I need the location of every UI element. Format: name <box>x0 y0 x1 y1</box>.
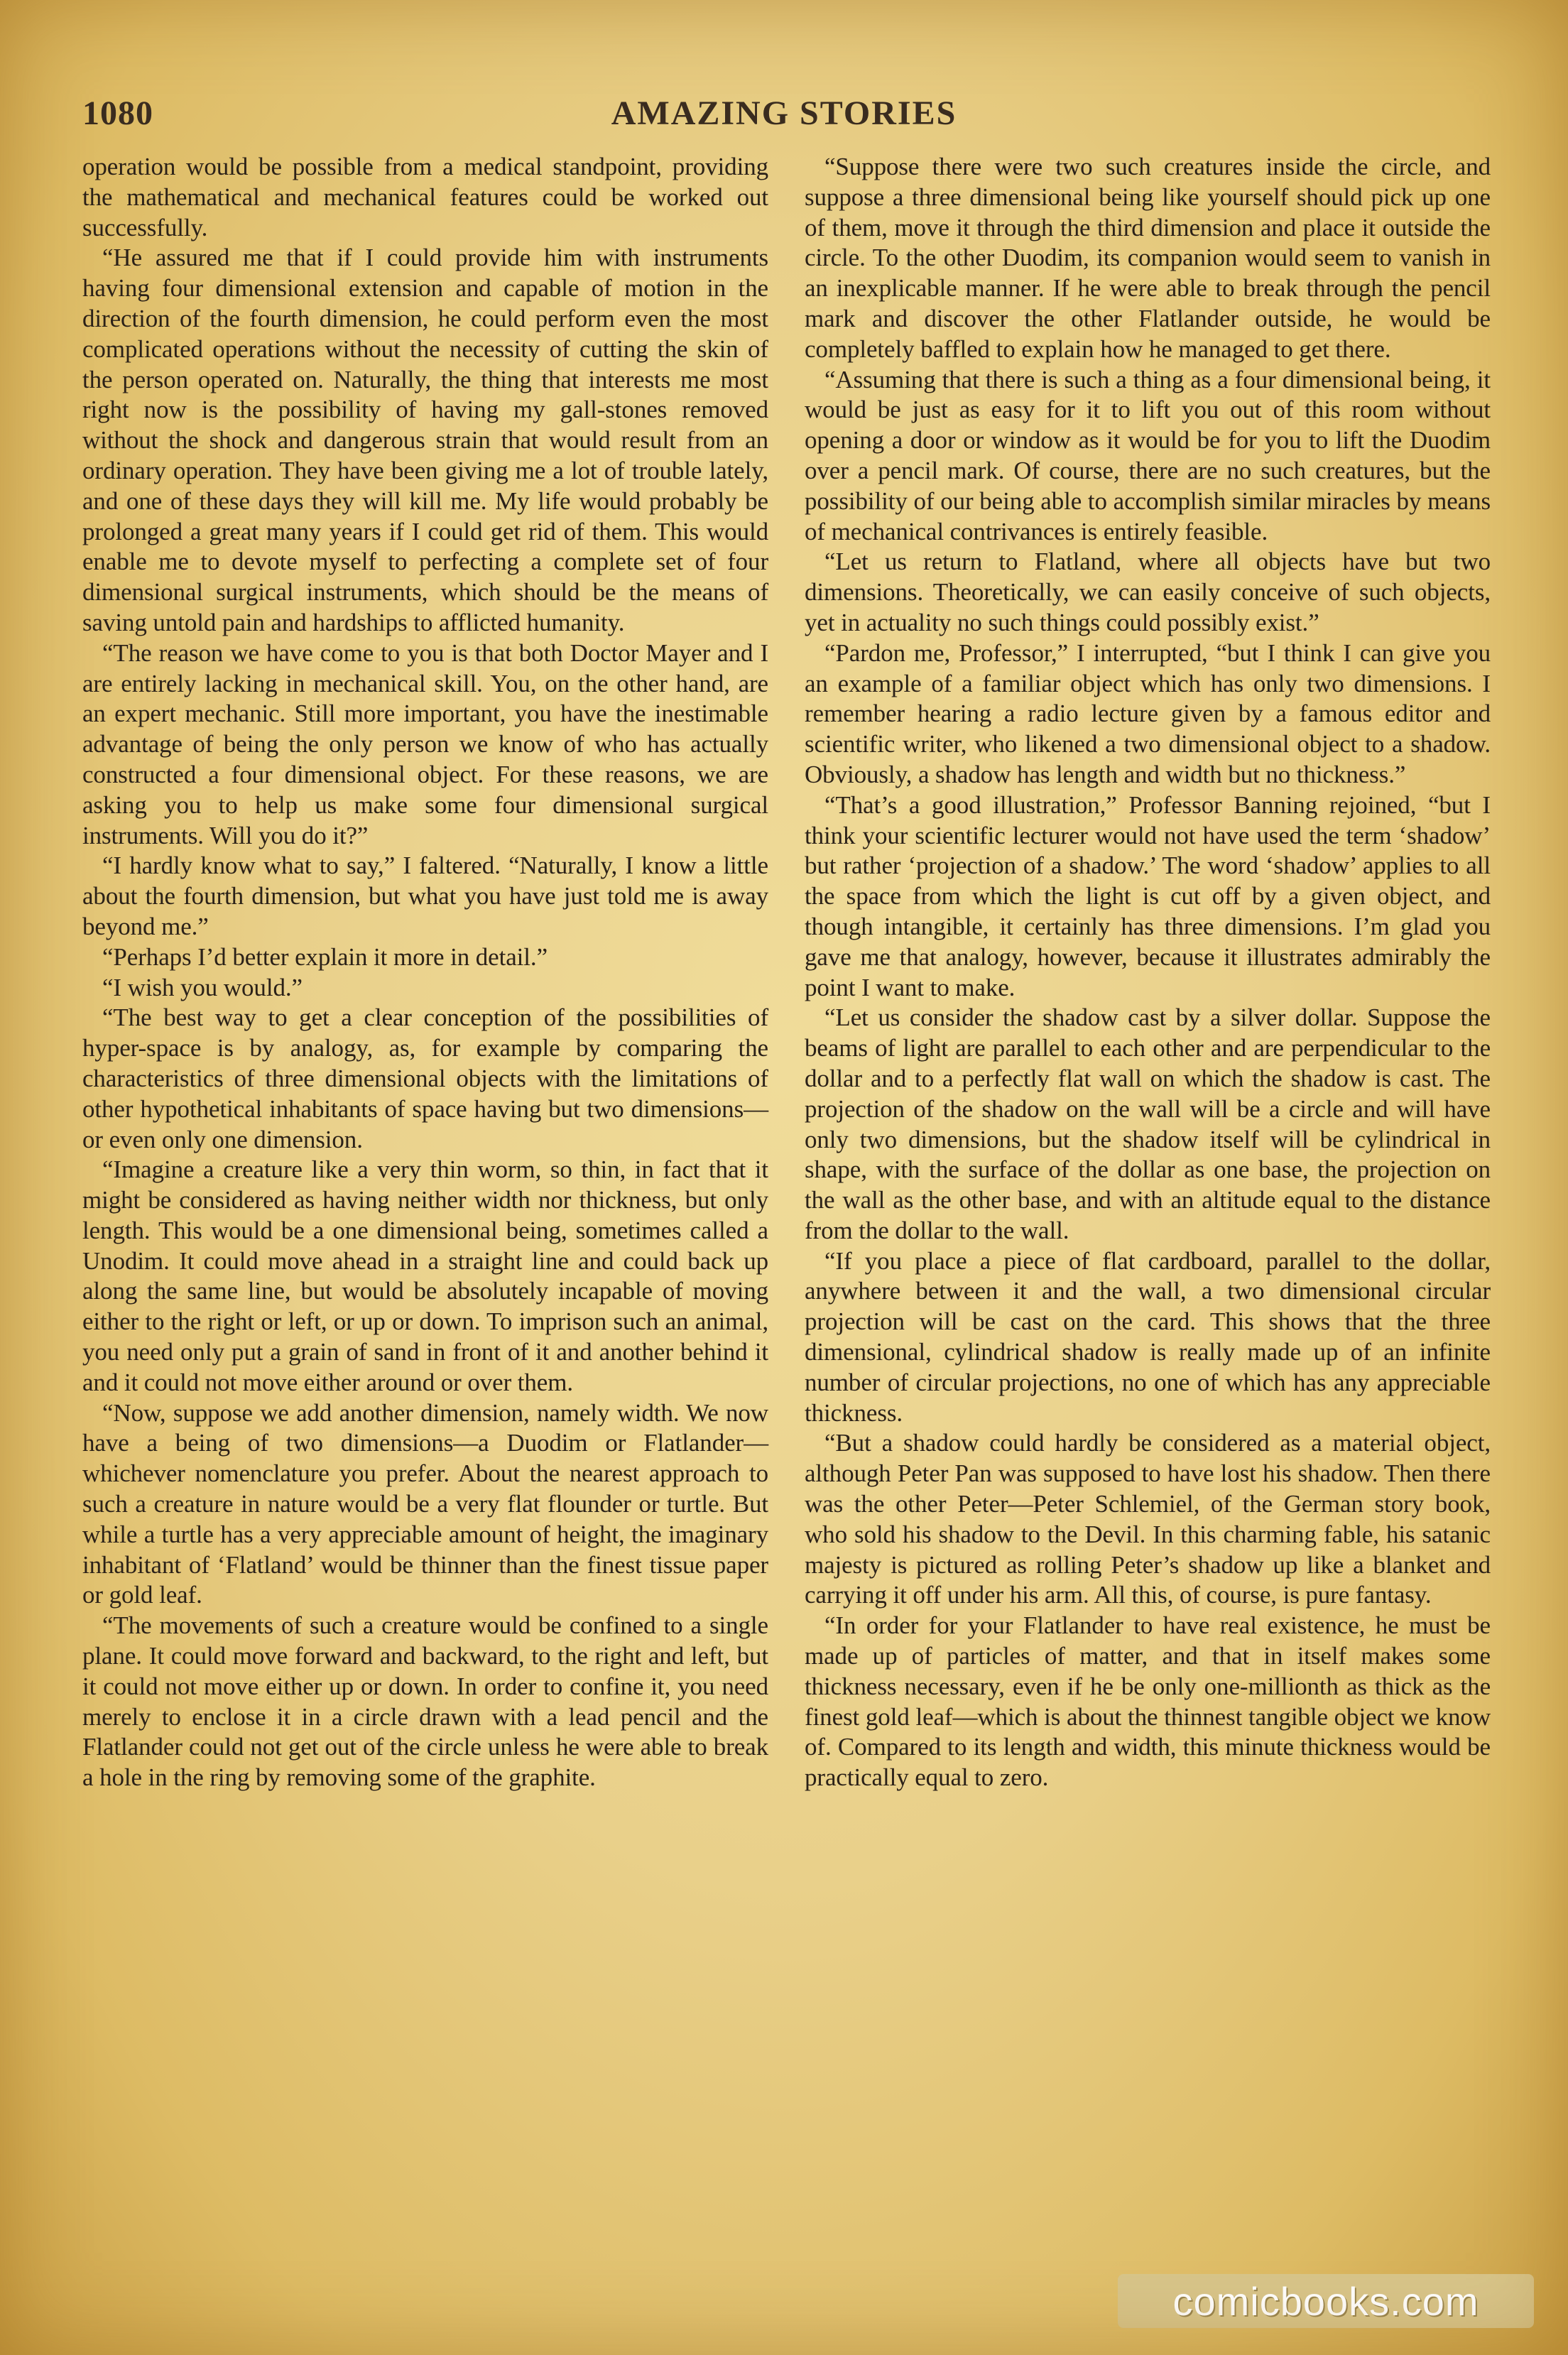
magazine-title: AMAZING STORIES <box>611 94 957 132</box>
paragraph: “Now, suppose we add another dimension, namely width. We now have a being of two dimensions—a Duodim or Flatlander—whichever nomenclature you prefer. About the nearest approach to such a creature in nature would be a very flat flounder or turtle. But while a turtle has a very appreciable amount of height, the imaginary inhabitant of ‘Flatland’ would be thinner than the finest tissue paper or gold leaf. <box>82 1398 768 1609</box>
paragraph: “If you place a piece of flat cardboard, parallel to the dollar, anywhere between it and the wall, a two dimensional circular projection will be cast on the card. This shows that the three dimensional, cylindrical shadow is really made up of an infinite number of circular projections, no one of which has any appreciable thickness. <box>805 1246 1491 1427</box>
paragraph: operation would be possible from a medical standpoint, providing the mathematical and mechanical features could be worked out successfully. <box>82 153 768 241</box>
paragraph: “Pardon me, Professor,” I interrupted, “but I think I can give you an example of a familiar object which has only two dimensions. I remember hearing a radio lecture given by a famous editor and scientific writer, who likened a two dimensional object to a shadow. Obviously, a shadow has length and width but no thickness.” <box>805 638 1491 788</box>
page-header <box>82 94 1486 143</box>
paragraph: “But a shadow could hardly be considered as a material object, although Peter Pan was supposed to have lost his shadow. Then there was the other Peter—Peter Schlemiel, of the German story book, who sold his shadow to the Devil. In this charming fable, his satanic majesty is pictured as rolling Peter’s shadow up like a blanket and carrying it off under his arm. All this, of course, is pure fantasy. <box>805 1429 1491 1609</box>
paragraph: “In order for your Flatlander to have real existence, he must be made up of particles of matter, and that in itself makes some thickness necessary, even if he be only one-millionth as thick as the finest gold leaf—which is about the thinnest tangible object we know of. Compared to its length and width, this minute thickness would be practically equal to zero. <box>805 1611 1491 1792</box>
text-column-right <box>805 152 1491 1793</box>
paragraph: “The best way to get a clear conception of the possibilities of hyper-space is by analogy, as, for example by comparing the characteristics of three dimensional objects with the limitations of other hypothetical inhabitants of space having but two dimensions—or even only one dimension. <box>82 1004 768 1153</box>
paragraph: “That’s a good illustration,” Professor Banning rejoined, “but I think your scientific lecturer would not have used the term ‘shadow’ but rather ‘projection of a shadow.’ The word ‘shadow’ applies to all the space from which the light is cut off by a given object, and though intangible, it certainly has three dimensions. I’m glad you gave me that analogy, however, because it illustrates admirably the point I want to make. <box>805 790 1491 1001</box>
paragraph: “I hardly know what to say,” I faltered. “Naturally, I know a little about the fourth dimension, but what you have just told me is away beyond me.” <box>82 852 768 940</box>
paragraph: “Perhaps I’d better explain it more in detail.” <box>102 942 548 971</box>
paragraph: “He assured me that if I could provide him with instruments having four dimensional extension and capable of motion in the direction of the fourth dimension, he could perform even the most complicated operations without the necessity of cutting the skin of the person operated on. Naturally, the thing that interests me most right now is the possibility of having my gall-stones removed without the shock and dangerous strain that would result from an ordinary operation. They have been giving me a lot of trouble lately, and one of these days they will kill me. My life would probably be prolonged a great many years if I could get rid of them. This would enable me to devote myself to perfecting a complete set of four dimensional surgical instruments, which should be the means of saving untold pain and hardships to afflicted humanity. <box>82 244 768 636</box>
paragraph: “Imagine a creature like a very thin worm, so thin, in fact that it might be considered as having neither width nor thickness, but only length. This would be a one dimensional being, sometimes called a Unodim. It could move ahead in a straight line and could back up along the same line, but would be absolutely incapable of moving either to the right or left, or up or down. To imprison such an animal, you need only put a grain of sand in front of it and another behind it and it could not move either around or over them. <box>82 1155 768 1396</box>
paragraph: “Let us consider the shadow cast by a silver dollar. Suppose the beams of light are parallel to each other and are perpendicular to the dollar and to a perfectly flat wall on which the shadow is cast. The projection of the shadow on the wall will be a circle and will have only two dimensions, but the shadow itself will be cylindrical in shape, with the surface of the dollar as one base, the projection on the wall as the other base, and with an altitude equal to the distance from the dollar to the wall. <box>805 1004 1491 1244</box>
paragraph: “The movements of such a creature would be confined to a single plane. It could move forward and backward, to the right and left, but it could not move either up or down. In order to confine it, you need merely to enclose it in a circle drawn with a lead pencil and the Flatlander could not get out of the circle unless he were able to break a hole in the ring by removing some of the graphite. <box>82 1611 768 1792</box>
site-watermark: comicbooks.com <box>1118 2274 1534 2328</box>
paragraph: “Suppose there were two such creatures inside the circle, and suppose a three dimensional being like yourself should pick up one of them, move it through the third dimension and place it outside the circle. To the other Duodim, its companion would seem to vanish in an inexplicable manner. If he were able to break through the pencil mark and discover the other Flatlander outside, he would be completely baffled to explain how he managed to get there. <box>805 153 1491 363</box>
paragraph: “Assuming that there is such a thing as a four dimensional being, it would be just as easy for it to lift you out of this room without opening a door or window as it would be for you to lift the Duodim over a pencil mark. Of course, there are no such creatures, but the possibility of our being able to accomplish similar miracles by means of mechanical contrivances is entirely feasible. <box>805 365 1491 545</box>
paragraph: “I wish you would.” <box>102 973 303 1001</box>
paragraph: “Let us return to Flatland, where all objects have but two dimensions. Theoretically, we can easily conceive of such objects, yet in actuality no such things could possibly exist.” <box>805 548 1491 636</box>
page-number: 1080 <box>82 94 153 132</box>
paragraph: “The reason we have come to you is that both Doctor Mayer and I are entirely lacking in mechanical skill. You, on the other hand, are an expert mechanic. Still more important, you have the inestimable advantage of being the only person we know of who has actually constructed a four dimensional object. For these reasons, we are asking you to help us make some four dimensional surgical instruments. Will you do it?” <box>82 638 768 849</box>
text-column-left <box>82 152 768 1793</box>
